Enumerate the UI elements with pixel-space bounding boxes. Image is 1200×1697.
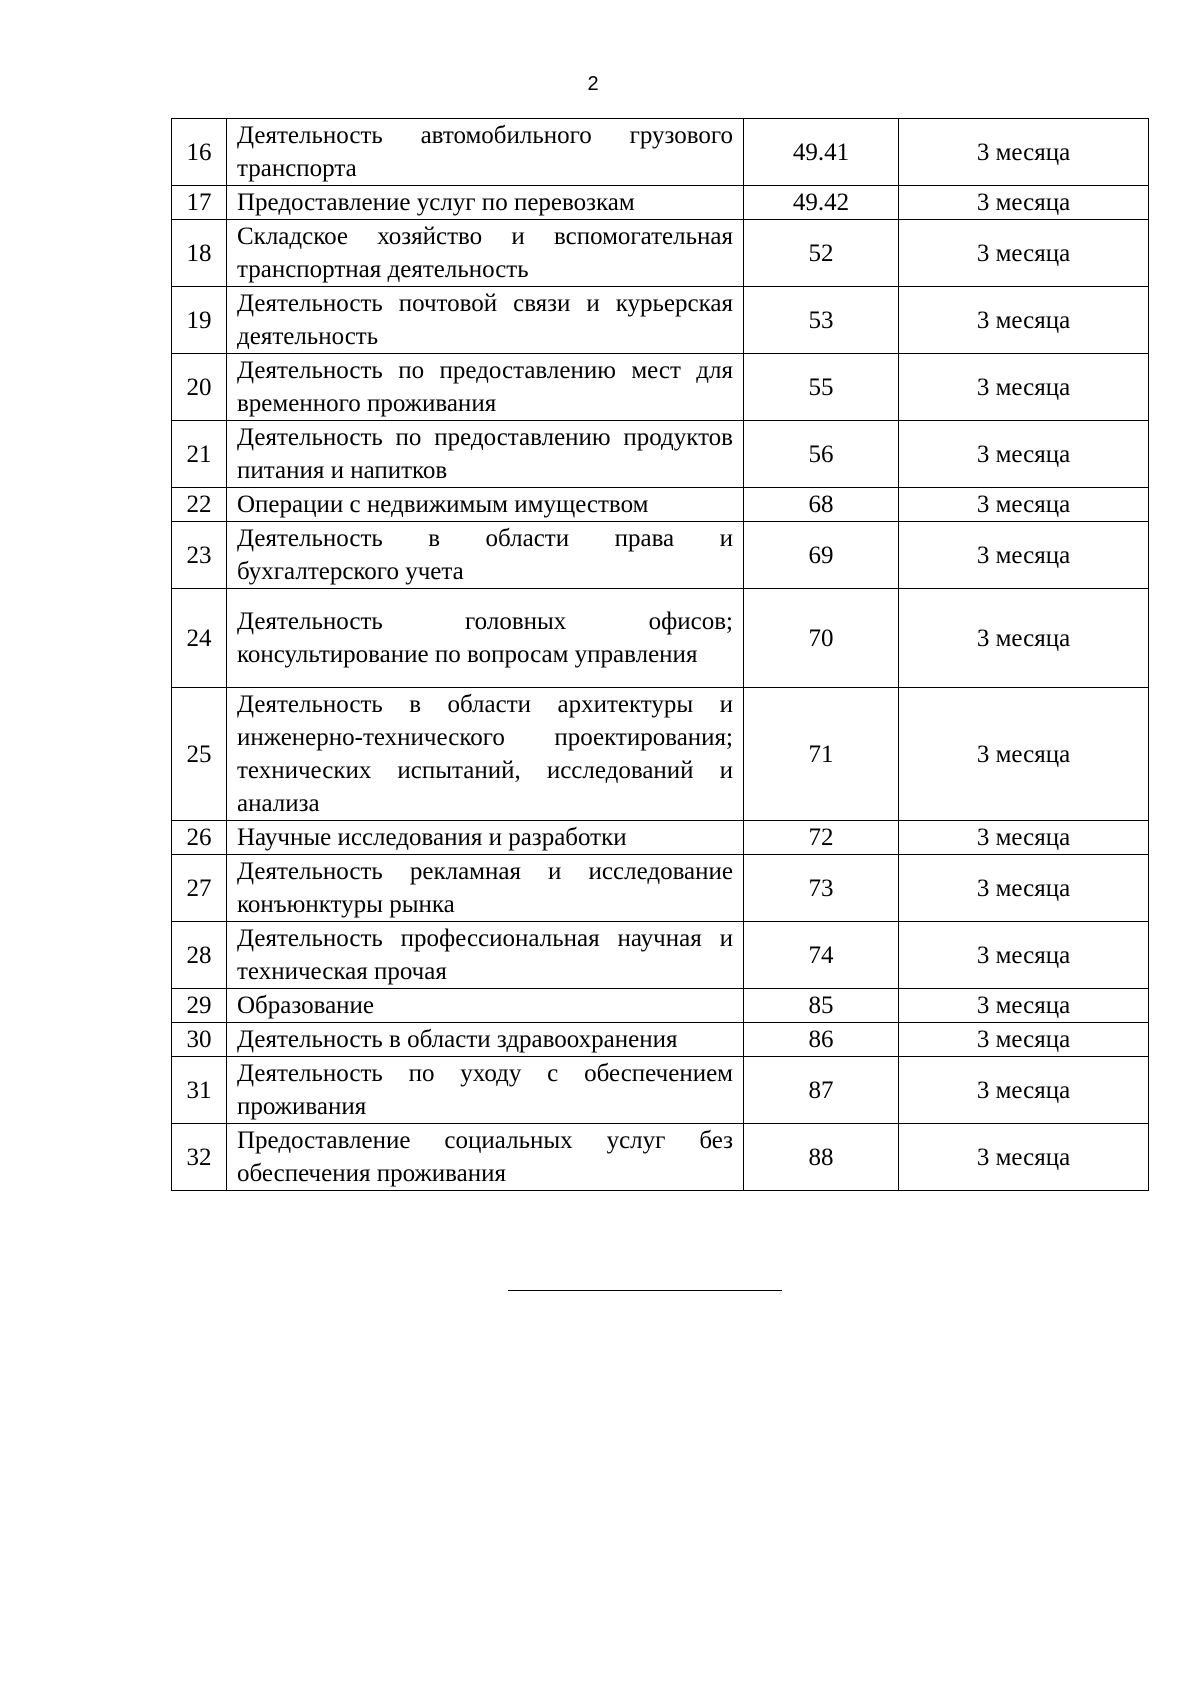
row-number-cell: 22 bbox=[172, 488, 227, 522]
okved-code-cell: 49.42 bbox=[744, 186, 899, 220]
row-number-cell: 30 bbox=[172, 1023, 227, 1057]
term-cell: 3 месяца bbox=[899, 589, 1149, 688]
row-number-cell: 26 bbox=[172, 821, 227, 855]
row-number-cell: 16 bbox=[172, 119, 227, 186]
term-cell: 3 месяца bbox=[899, 186, 1149, 220]
okved-code-cell: 74 bbox=[744, 922, 899, 989]
row-number-cell: 18 bbox=[172, 220, 227, 287]
table-row bbox=[172, 821, 1149, 855]
okved-code-cell: 87 bbox=[744, 1057, 899, 1124]
activity-name-cell: Деятельность в области архитектуры и инженерно-технического проектирования; технических испытаний, исследований и анализа bbox=[227, 688, 744, 821]
activity-name-cell: Предоставление социальных услуг без обеспечения проживания bbox=[227, 1124, 744, 1191]
footer-divider-line bbox=[508, 1290, 782, 1291]
table-row bbox=[172, 488, 1149, 522]
activity-name-cell: Деятельность в области здравоохранения bbox=[227, 1023, 744, 1057]
term-cell: 3 месяца bbox=[899, 989, 1149, 1023]
page-number: 2 bbox=[587, 73, 599, 95]
okved-code-cell: 69 bbox=[744, 522, 899, 589]
row-number-cell: 32 bbox=[172, 1124, 227, 1191]
okved-code-cell: 70 bbox=[744, 589, 899, 688]
okved-code-cell: 68 bbox=[744, 488, 899, 522]
term-cell: 3 месяца bbox=[899, 354, 1149, 421]
table-row bbox=[172, 287, 1149, 354]
okved-code-cell: 53 bbox=[744, 287, 899, 354]
activity-name-cell: Предоставление услуг по перевозкам bbox=[227, 186, 744, 220]
term-cell: 3 месяца bbox=[899, 421, 1149, 488]
row-number-cell: 31 bbox=[172, 1057, 227, 1124]
activity-name-cell: Операции с недвижимым имуществом bbox=[227, 488, 744, 522]
okved-code-cell: 55 bbox=[744, 354, 899, 421]
activity-name-cell: Деятельность по предоставлению мест для временного проживания bbox=[227, 354, 744, 421]
okved-code-cell: 52 bbox=[744, 220, 899, 287]
row-number-cell: 29 bbox=[172, 989, 227, 1023]
activity-name-cell: Деятельность по предоставлению продуктов питания и напитков bbox=[227, 421, 744, 488]
term-cell: 3 месяца bbox=[899, 1057, 1149, 1124]
term-cell: 3 месяца bbox=[899, 1124, 1149, 1191]
table-row bbox=[172, 522, 1149, 589]
row-number-cell: 27 bbox=[172, 855, 227, 922]
table-row bbox=[172, 421, 1149, 488]
activity-name-cell: Деятельность рекламная и исследование конъюнктуры рынка bbox=[227, 855, 744, 922]
table-row bbox=[172, 688, 1149, 821]
row-number-cell: 20 bbox=[172, 354, 227, 421]
row-number-cell: 28 bbox=[172, 922, 227, 989]
term-cell: 3 месяца bbox=[899, 119, 1149, 186]
okved-code-cell: 85 bbox=[744, 989, 899, 1023]
term-cell: 3 месяца bbox=[899, 855, 1149, 922]
activity-name-cell: Деятельность в области права и бухгалтерского учета bbox=[227, 522, 744, 589]
table-row bbox=[172, 186, 1149, 220]
okved-code-cell: 49.41 bbox=[744, 119, 899, 186]
okved-code-cell: 86 bbox=[744, 1023, 899, 1057]
activity-name-cell: Деятельность автомобильного грузового транспорта bbox=[227, 119, 744, 186]
table-row bbox=[172, 922, 1149, 989]
term-cell: 3 месяца bbox=[899, 688, 1149, 821]
activity-name-cell: Деятельность почтовой связи и курьерская деятельность bbox=[227, 287, 744, 354]
row-number-cell: 17 bbox=[172, 186, 227, 220]
term-cell: 3 месяца bbox=[899, 922, 1149, 989]
table-row bbox=[172, 220, 1149, 287]
term-cell: 3 месяца bbox=[899, 1023, 1149, 1057]
activity-name-cell: Деятельность по уходу с обеспечением проживания bbox=[227, 1057, 744, 1124]
table-row bbox=[172, 1023, 1149, 1057]
activity-name-cell: Деятельность профессиональная научная и техническая прочая bbox=[227, 922, 744, 989]
activity-table bbox=[171, 118, 1149, 1191]
table-row bbox=[172, 1124, 1149, 1191]
table-row bbox=[172, 855, 1149, 922]
term-cell: 3 месяца bbox=[899, 287, 1149, 354]
term-cell: 3 месяца bbox=[899, 220, 1149, 287]
row-number-cell: 19 bbox=[172, 287, 227, 354]
table-row bbox=[172, 589, 1149, 688]
table-row bbox=[172, 354, 1149, 421]
term-cell: 3 месяца bbox=[899, 821, 1149, 855]
row-number-cell: 24 bbox=[172, 589, 227, 688]
table-row bbox=[172, 119, 1149, 186]
table-row bbox=[172, 989, 1149, 1023]
okved-code-cell: 73 bbox=[744, 855, 899, 922]
row-number-cell: 21 bbox=[172, 421, 227, 488]
term-cell: 3 месяца bbox=[899, 522, 1149, 589]
okved-code-cell: 72 bbox=[744, 821, 899, 855]
activity-name-cell: Складское хозяйство и вспомогательная транспортная деятельность bbox=[227, 220, 744, 287]
row-number-cell: 23 bbox=[172, 522, 227, 589]
activity-name-cell: Деятельность головных офисов; консультирование по вопросам управления bbox=[227, 589, 744, 688]
row-number-cell: 25 bbox=[172, 688, 227, 821]
table-body bbox=[172, 119, 1149, 1191]
okved-code-cell: 56 bbox=[744, 421, 899, 488]
okved-code-cell: 71 bbox=[744, 688, 899, 821]
term-cell: 3 месяца bbox=[899, 488, 1149, 522]
table-row bbox=[172, 1057, 1149, 1124]
activity-name-cell: Научные исследования и разработки bbox=[227, 821, 744, 855]
okved-code-cell: 88 bbox=[744, 1124, 899, 1191]
activity-name-cell: Образование bbox=[227, 989, 744, 1023]
